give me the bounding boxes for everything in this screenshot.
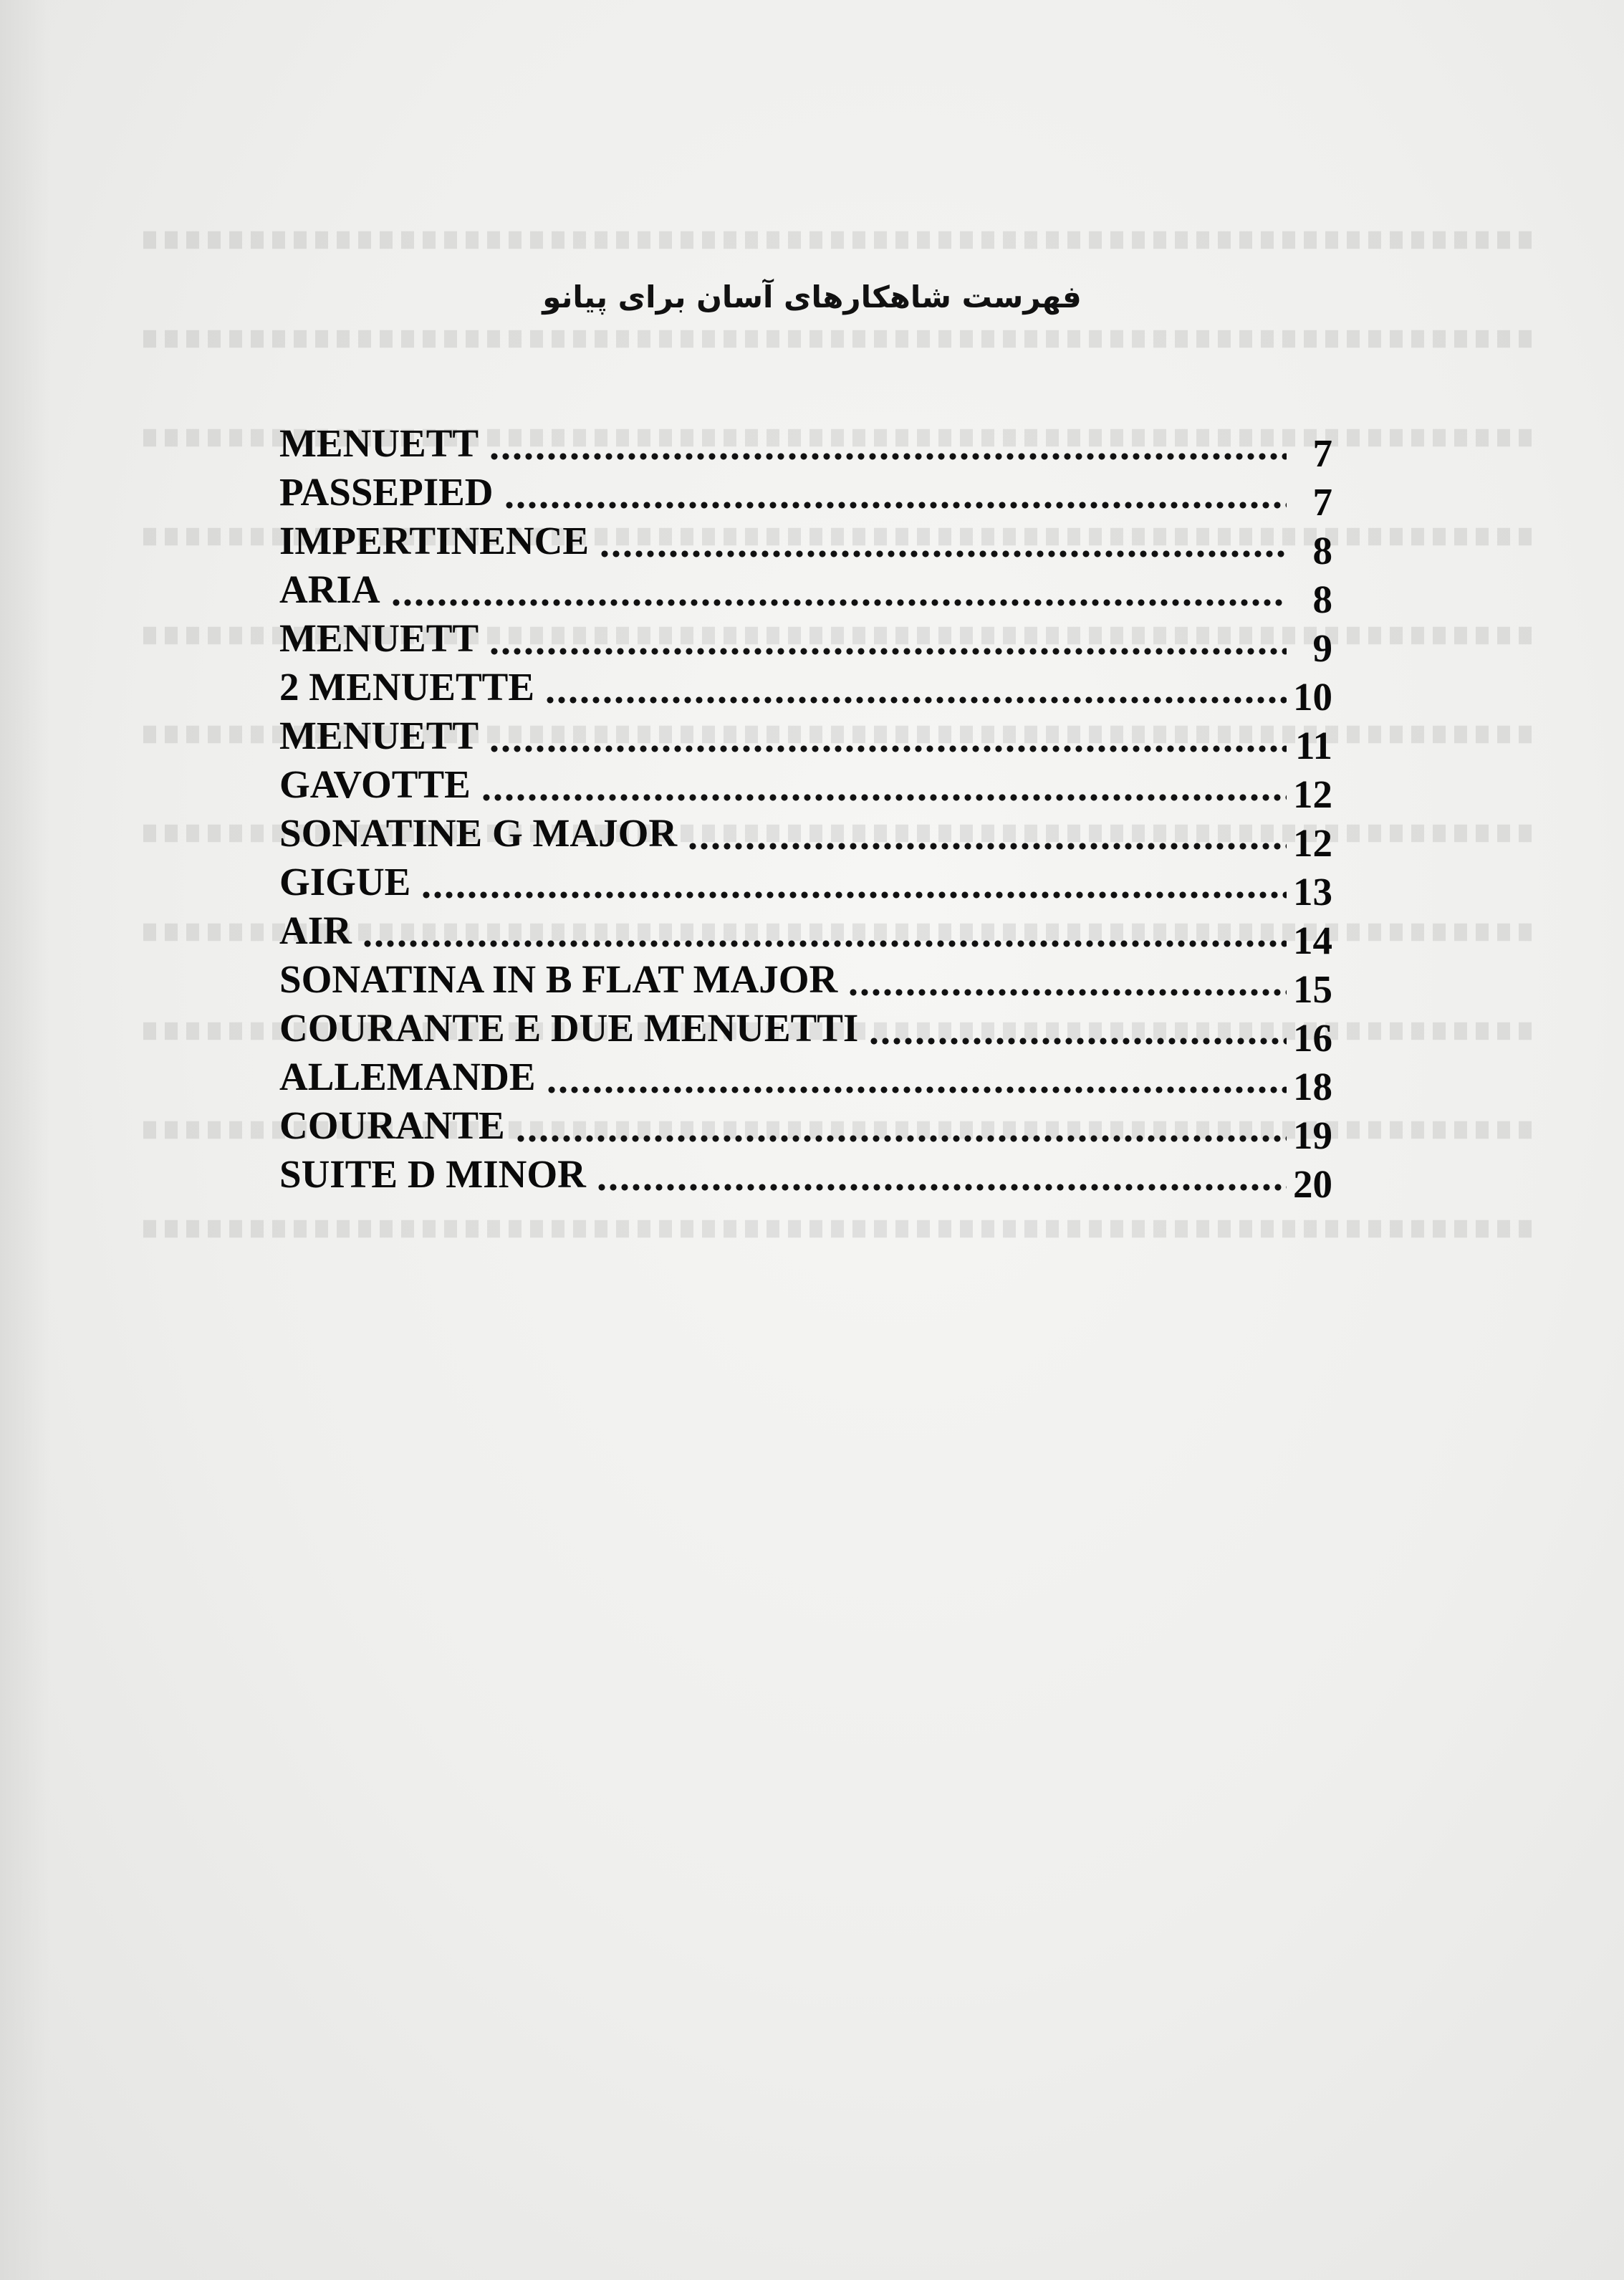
toc-entry-title: PASSEPIED [279,470,494,514]
toc-entry [279,1048,1332,1108]
toc-entry [279,609,1332,670]
toc-entry-page: 10 [1293,675,1332,719]
toc-entry-title: IMPERTINENCE [279,519,589,562]
dot-leader [599,550,1287,557]
dot-leader [847,989,1287,996]
toc-entry-page: 7 [1312,480,1332,524]
toc-entry [279,414,1332,475]
dot-leader [390,599,1287,606]
toc-entry-title: GIGUE [279,860,411,904]
toc-entry-page: 14 [1293,919,1332,962]
toc-entry [279,755,1332,816]
toc-entry-page: 13 [1293,870,1332,914]
dot-leader [489,453,1287,460]
toc-entry-page: 16 [1293,1016,1332,1060]
toc-entry [279,804,1332,865]
toc-entry [279,463,1332,524]
toc-entry-title: SONATINE G MAJOR [279,811,678,855]
toc-entry-title: GAVOTTE [279,762,471,806]
dot-leader [481,794,1287,801]
dot-leader [489,745,1287,752]
dot-leader [687,843,1287,850]
toc-entry-page: 8 [1312,529,1332,573]
toc-entry-page: 9 [1312,626,1332,670]
toc-entry-title: SUITE D MINOR [279,1152,586,1196]
dot-leader [489,648,1287,655]
toc-entry-title: MENUETT [279,616,479,660]
toc-entry [279,560,1332,621]
dot-leader [504,502,1287,509]
toc-entry-title: ARIA [279,567,380,611]
toc-entry-page: 18 [1293,1065,1332,1108]
toc-entry-page: 7 [1312,431,1332,475]
toc-entry-title: COURANTE [279,1103,505,1147]
dot-leader [421,891,1287,899]
toc-entry-page: 12 [1293,772,1332,816]
toc-entry [279,999,1332,1060]
toc-entry-title: SONATINA IN B FLAT MAJOR [279,957,838,1001]
toc-entry-page: 15 [1293,967,1332,1011]
toc-entry [279,1096,1332,1157]
page-title: فهرست شاهکارهای آسان برای پیانو [542,279,1082,315]
toc-entry-title: AIR [279,909,352,952]
dot-leader [362,940,1287,947]
dot-leader [596,1184,1287,1191]
toc-entry [279,853,1332,914]
toc-entry-page: 11 [1295,724,1332,767]
toc-entry [279,950,1332,1011]
page-edge-shadow [0,0,50,2280]
toc-entry [279,901,1332,962]
dot-leader [546,1086,1287,1093]
toc-entry [279,512,1332,573]
toc-entry [279,658,1332,719]
toc-entry-page: 19 [1293,1113,1332,1157]
toc-entry-title: ALLEMANDE [279,1055,536,1098]
toc-entry-title: COURANTE E DUE MENUETTI [279,1006,859,1050]
toc-entry-page: 20 [1293,1162,1332,1206]
dot-leader [515,1135,1287,1142]
toc-entry-page: 12 [1293,821,1332,865]
toc-entry-page: 8 [1312,578,1332,621]
dot-leader [868,1038,1287,1045]
toc-entry [279,1145,1332,1206]
toc-entry-title: MENUETT [279,714,479,757]
toc-entry-title: 2 MENUETTE [279,665,535,709]
toc-entry-title: MENUETT [279,421,479,465]
toc-entry [279,706,1332,767]
dot-leader [544,696,1287,704]
table-of-contents [279,414,1332,1206]
